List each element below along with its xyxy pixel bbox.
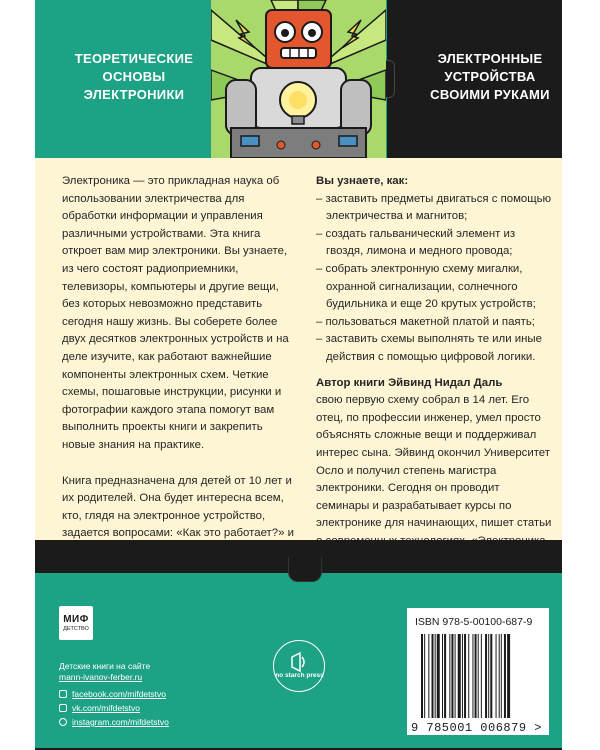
no-starch-press-text: no starch press	[275, 672, 324, 679]
site-label: Детские книги на сайте	[59, 661, 151, 671]
description-column	[62, 173, 297, 560]
publisher-logo	[59, 606, 93, 640]
isbn-box	[407, 608, 549, 735]
description-paragraph-2: Книга предназначена для детей от 10 лет и их родителей. Она будет интересна всем, кто, глядя на электронное устройство, задается вопросами: «Как это работает?» и	[62, 474, 294, 540]
list-item: – создать гальванический элемент из гвоздя, лимона и медного провода;	[316, 227, 516, 258]
list-item: – заставить схемы выполнять те или иные действия с помощью цифровой логики.	[316, 333, 542, 363]
facebook-link-text: facebook.com/mifdetstvo	[72, 689, 167, 699]
instagram-icon	[59, 718, 67, 726]
learn-list	[316, 191, 554, 367]
back-cover	[35, 0, 562, 750]
facebook-link[interactable]	[59, 688, 166, 700]
list-item: – собрать электронную схему мигалки, охранной сигнализации, солнечного будильника и еще 20 крутых устройств;	[316, 262, 536, 311]
list-item: – пользоваться макетной платой и паять;	[316, 315, 535, 328]
vk-link-text: vk.com/mifdetstvo	[72, 703, 141, 713]
left-section-title: ТЕОРЕТИЧЕСКИЕ ОСНОВЫ ЭЛЕКТРОНИКИ	[74, 51, 194, 102]
learn-heading: Вы узнаете, как:	[316, 175, 409, 187]
isbn-label: ISBN 978-5-00100-687-9	[415, 616, 533, 628]
description-paragraph-1: Электроника — это прикладная наука об использовании электричества для обработки информации и управления различными устройствами. Эта книга откроет вам мир электроники. Вы узнаете, из чего состоят радиоприемники, телевизоры, компьютеры и другие вещи, без которых невозможно представить сегодня нашу жизнь. Вы соберете более двух десятков электронных устройств и на деле изучите, как работают важнейшие компоненты электронных схем. Четкие схемы, пошаговые инструкции, рисунки и фотографии каждого этапа помогут вам выполнить проекты книги и закрепить новые знания на практике.	[62, 175, 289, 451]
facebook-icon	[59, 690, 67, 698]
vk-icon	[59, 704, 67, 712]
instagram-link[interactable]	[59, 716, 169, 728]
author-bio: свою первую схему собрал в 14 лет. Его отец, по профессии инженер, умел просто объяснять сложные вещи и поддерживал интерес сына. Эйвинд окончил Университет Осло и получил степень магистра электроники. Сегодня он проводит семинары и разрабатывает курсы по электронике для начинающих, пишет статьи	[316, 394, 552, 530]
no-starch-press-emblem-icon	[274, 641, 324, 691]
instagram-link-text: instagram.com/mifdetstvo	[72, 717, 169, 727]
vk-link[interactable]	[59, 702, 140, 714]
barcode-digits: 9 785001 006879 >	[411, 721, 542, 735]
publisher-logo-sub: ДЕТСТВО	[63, 626, 89, 632]
list-item: – заставить предметы двигаться с помощью электричества и магнитов;	[316, 192, 552, 223]
barcode-icon	[421, 634, 537, 720]
robot-illustration	[211, 0, 386, 158]
right-section-title: ЭЛЕКТРОННЫЕ УСТРОЙСТВА СВОИМИ РУКАМИ	[430, 51, 550, 102]
fold-tab	[288, 557, 322, 582]
site-link[interactable]: mann-ivanov-ferber.ru	[59, 672, 143, 682]
right-column	[316, 173, 554, 568]
no-starch-press-logo	[273, 640, 325, 692]
publisher-logo-main: МИФ	[63, 614, 89, 625]
author-heading: Автор книги Эйвинд Нидал Даль	[316, 376, 503, 389]
